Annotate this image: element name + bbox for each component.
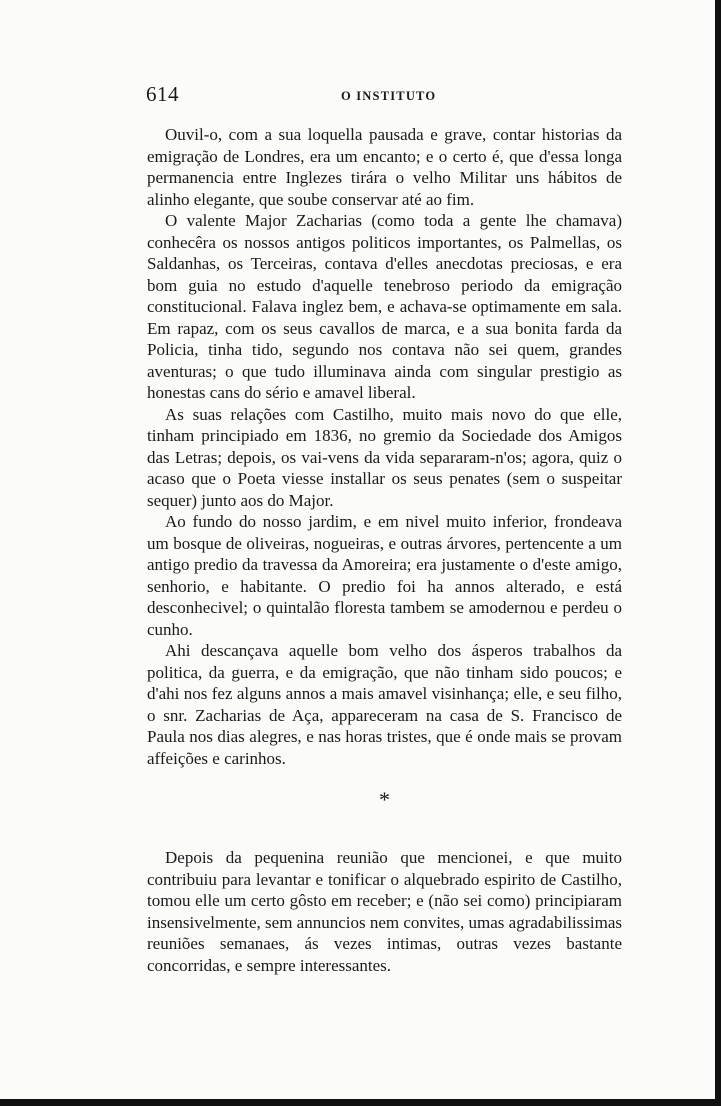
paragraph-2: O valente Major Zacharias (como toda a gente lhe chamava) conhecêra os nossos antigos politicos importantes, os Palmellas, os Saldanhas, os Terceiras, contava d'elles anecdotas preciosas, e era bom guia no estudo d'aquelle tenebroso periodo da emigração constitucional. Falava inglez bem, e achava-se optimamente em sala. Em rapaz, com os seus cavallos de marca, e a sua bonita farda da Policia, tinha tido, segundo nos contava não sei quem, grandes aventuras; o que tudo illuminava ainda com singular prestigio as honestas cans do sério e amavel liberal. xyxy=(147,211,622,402)
running-title: O INSTITUTO xyxy=(341,89,437,103)
paragraph-5: Ahi descançava aquelle bom velho dos ásperos trabalhos da politica, da guerra, e da emigração, que não tinham sido poucos; e d'ahi nos fez alguns annos a mais amavel visinhança; elle, e seu filho, o snr. Zacharias de Aça, appareceram na casa de S. Francisco de Paula nos dias alegres, e nas horas tristes, que é onde mais se provam affeições e carinhos. xyxy=(147,641,622,768)
paragraph-1: Ouvil-o, com a sua loquella pausada e grave, contar historias da emigração de Londres, era um encanto; e o certo é, que d'essa longa permanencia entre Inglezes tirára o velho Militar uns hábitos de alinho elegante, que soube conservar até ao fim. xyxy=(147,125,622,209)
scan-edge-bottom xyxy=(0,1099,721,1106)
section-separator-asterisk: * xyxy=(379,787,390,812)
body-text xyxy=(147,124,622,976)
paragraph-3: As suas relações com Castilho, muito mais novo do que elle, tinham principiado em 1836, no gremio da Sociedade dos Amigos das Letras; depois, os vai-vens da vida separaram-n'os; agora, quiz o acaso que o Poeta viesse installar os seus penates (sem o suspeitar sequer) junto aos do Major. xyxy=(147,404,622,510)
page-number: 614 xyxy=(146,82,179,106)
paragraph-final: Depois da pequenina reunião que mencionei, e que muito contribuiu para levantar e tonificar o alquebrado espirito de Castilho, tomou elle um certo gôsto em receber; e (não sei como) principiaram insensivelmente, sem annuncios nem convites, umas agradabilissimas reuniões semanaes, ás vezes intimas, outras vezes bastante concorridas, e sempre interessantes. xyxy=(147,848,622,975)
scan-edge-right xyxy=(715,0,721,1106)
page-header xyxy=(146,82,616,112)
paragraph-4: Ao fundo do nosso jardim, e em nivel muito inferior, frondeava um bosque de oliveiras, nogueiras, e outras árvores, pertencente a um antigo predio da travessa da Amoreira; era justamente o d'este amigo, senhorio, e habitante. O predio foi ha annos alterado, e está desconhecivel; o quintalão floresta tambem se amodernou e perdeu o cunho. xyxy=(147,512,622,639)
